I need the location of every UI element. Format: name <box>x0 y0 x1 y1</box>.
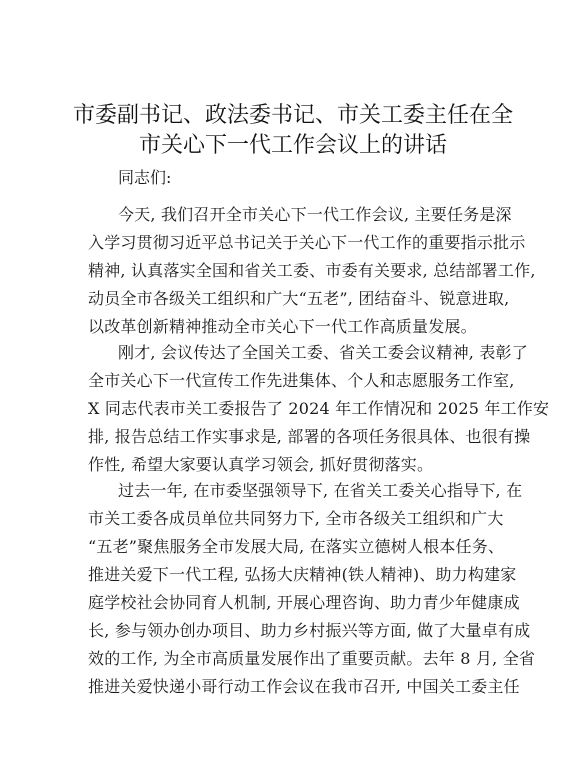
salutation: 同志们: <box>118 168 172 187</box>
paragraph-1-line: 入学习贯彻习近平总书记关于关心下一代工作的重要指示批示 <box>88 233 526 252</box>
paragraph-3-line: 庭学校社会协同育人机制, 开展心理咨询、助力青少年健康成 <box>88 593 520 612</box>
paragraph-3-line: 推进关爱下一代工程, 弘扬大庆精神(铁人精神)、助力构建家 <box>88 565 517 584</box>
paragraph-2-line: X 同志代表市关工委报告了 2024 年工作情况和 2025 年工作安 <box>88 399 550 418</box>
paragraph-3-line: “五老”聚焦服务全市发展大局, 在落实立德树人根本任务、 <box>88 537 505 556</box>
paragraph-3-line: 长, 参与领办创办项目、助力乡村振兴等方面, 做了大量卓有成 <box>88 621 531 640</box>
paragraph-2-line: 全市关心下一代宣传工作先进集体、个人和志愿服务工作室, <box>88 371 515 390</box>
paragraph-3-line: 效的工作, 为全市高质量发展作出了重要贡献。去年 8 月, 全省 <box>88 649 536 668</box>
paragraph-2-line: 作性, 希望大家要认真学习领会, 抓好贯彻落实。 <box>88 455 434 474</box>
document-title-line-1: 市委副书记、政法委书记、市关工委主任在全 <box>72 103 513 128</box>
paragraph-3-line: 推进关爱快递小哥行动工作会议在我市召开, 中国关工委主任 <box>88 677 520 696</box>
paragraph-2-line: 排, 报告总结工作实事求是, 部署的各项任务很具体、也很有操 <box>88 427 531 446</box>
paragraph-1-line: 以改革创新精神推动全市关心下一代工作高质量发展。 <box>88 317 477 336</box>
paragraph-3-line: 市关工委各成员单位共同努力下, 全市各级关工组织和广大 <box>88 509 504 528</box>
paragraph-1-line: 精神, 认真落实全国和省关工委、市委有关要求, 总结部署工作, <box>88 261 536 280</box>
paragraph-1-line: 今天, 我们召开全市关心下一代工作会议, 主要任务是深 <box>118 205 512 224</box>
document-title-line-2: 市关心下一代工作会议上的讲话 <box>138 133 447 158</box>
paragraph-3-line: 过去一年, 在市委坚强领导下, 在省关工委关心指导下, 在 <box>118 481 523 500</box>
paragraph-1-line: 动员全市各级关工组织和广大“五老”, 团结奋斗、锐意进取, <box>88 289 510 308</box>
paragraph-2-line: 刚才, 会议传达了全国关工委、省关工委会议精神, 表彰了 <box>118 343 528 362</box>
